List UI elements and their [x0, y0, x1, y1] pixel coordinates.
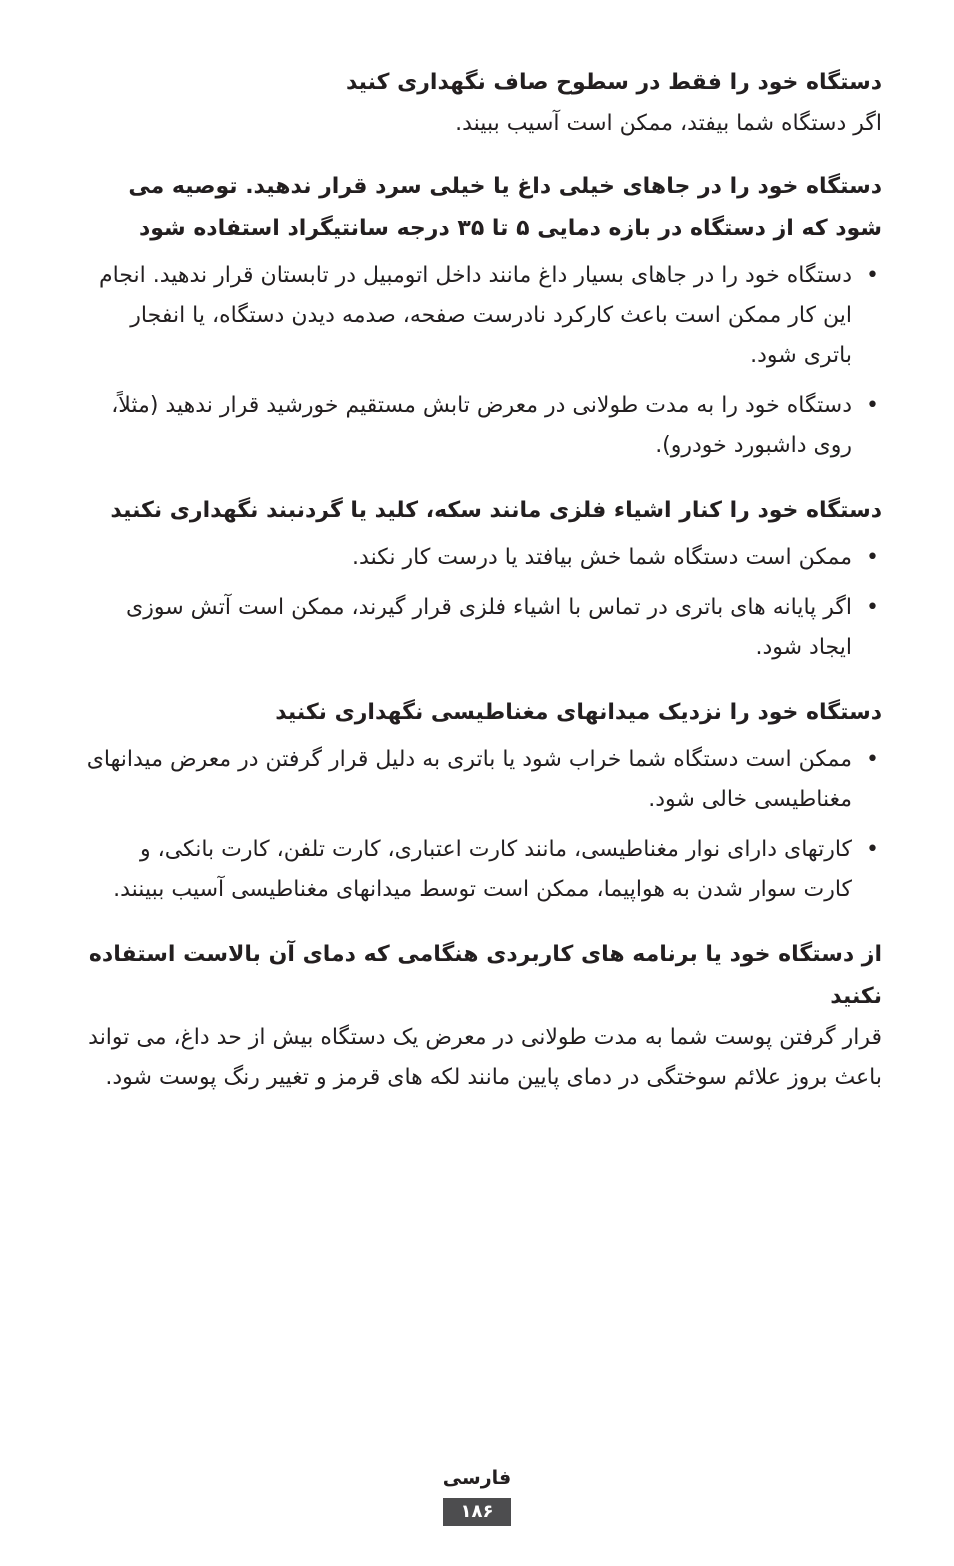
- bullet-icon: •: [866, 263, 879, 288]
- footer-language-label: فارسی: [442, 1467, 512, 1489]
- bullet-icon: •: [866, 545, 879, 570]
- section-magnetic-fields: [86, 692, 882, 910]
- manual-page-content: [86, 62, 882, 1098]
- bullet-icon: •: [866, 747, 879, 772]
- bullet-list: [86, 256, 882, 466]
- section-heading: دستگاه خود را در جاهای خیلی داغ یا خیلی سرد قرار ندهید. توصیه می شود که از دستگاه در بازه دمایی ۵ تا ۳۵ درجه سانتیگراد استفاده شود: [128, 174, 882, 241]
- page-footer: [0, 1464, 954, 1526]
- page-number-badge: ۱۸۶: [443, 1498, 511, 1526]
- section-paragraph: قرار گرفتن پوست شما به مدت طولانی در معرض یک دستگاه بیش از حد داغ، می تواند باعث بروز علائم سوختگی در دمای پایین مانند لکه های قرمز و تغییر رنگ پوست شود.: [88, 1025, 882, 1090]
- list-item: [86, 538, 882, 578]
- list-item: [86, 588, 882, 668]
- list-item-text: دستگاه خود را به مدت طولانی در معرض تابش مستقیم خورشید قرار ندهید (مثلاً، روی داشبورد خودرو).: [111, 393, 852, 458]
- bullet-icon: •: [866, 837, 879, 862]
- list-item: [86, 386, 882, 466]
- bullet-list: [86, 538, 882, 668]
- list-item-text: ممکن است دستگاه شما خش بیافتد یا درست کار نکند.: [352, 545, 852, 570]
- section-heading: از دستگاه خود یا برنامه های کاربردی هنگامی که دمای آن بالاست استفاده نکنید: [88, 942, 882, 1009]
- section-temperature: [86, 166, 882, 466]
- bullet-list: [86, 740, 882, 910]
- section-heading: دستگاه خود را نزدیک میدانهای مغناطیسی نگهداری نکنید: [275, 700, 882, 725]
- list-item-text: اگر پایانه های باتری در تماس با اشیاء فلزی قرار گیرند، ممکن است آتش سوزی ایجاد شود.: [126, 595, 852, 660]
- bullet-icon: •: [866, 595, 879, 620]
- bullet-icon: •: [866, 393, 879, 418]
- section-heading: دستگاه خود را فقط در سطوح صاف نگهداری کنید: [345, 70, 882, 95]
- list-item-text: کارتهای دارای نوار مغناطیسی، مانند کارت اعتباری، کارت تلفن، کارت بانکی، و کارت سوار شدن به هواپیما، ممکن است توسط میدانهای مغناطیسی آسیب ببینند.: [113, 837, 852, 902]
- section-high-temperature-use: [86, 934, 882, 1098]
- section-paragraph: اگر دستگاه شما بیفتد، ممکن است آسیب ببیند.: [455, 111, 882, 136]
- section-heading: دستگاه خود را کنار اشیاء فلزی مانند سکه، کلید یا گردنبند نگهداری نکنید: [110, 498, 882, 523]
- list-item: [86, 830, 882, 910]
- list-item-text: ممکن است دستگاه شما خراب شود یا باتری به دلیل قرار گرفتن در معرض میدانهای مغناطیسی خالی شود.: [86, 747, 852, 812]
- list-item: [86, 256, 882, 376]
- list-item: [86, 740, 882, 820]
- section-flat-surfaces: [86, 62, 882, 144]
- list-item-text: دستگاه خود را در جاهای بسیار داغ مانند داخل اتومبیل در تابستان قرار ندهید. انجام این کار ممکن است باعث کارکرد نادرست صفحه، صدمه دیدن دستگاه، یا انفجار باتری شود.: [98, 263, 852, 368]
- section-metal-objects: [86, 490, 882, 668]
